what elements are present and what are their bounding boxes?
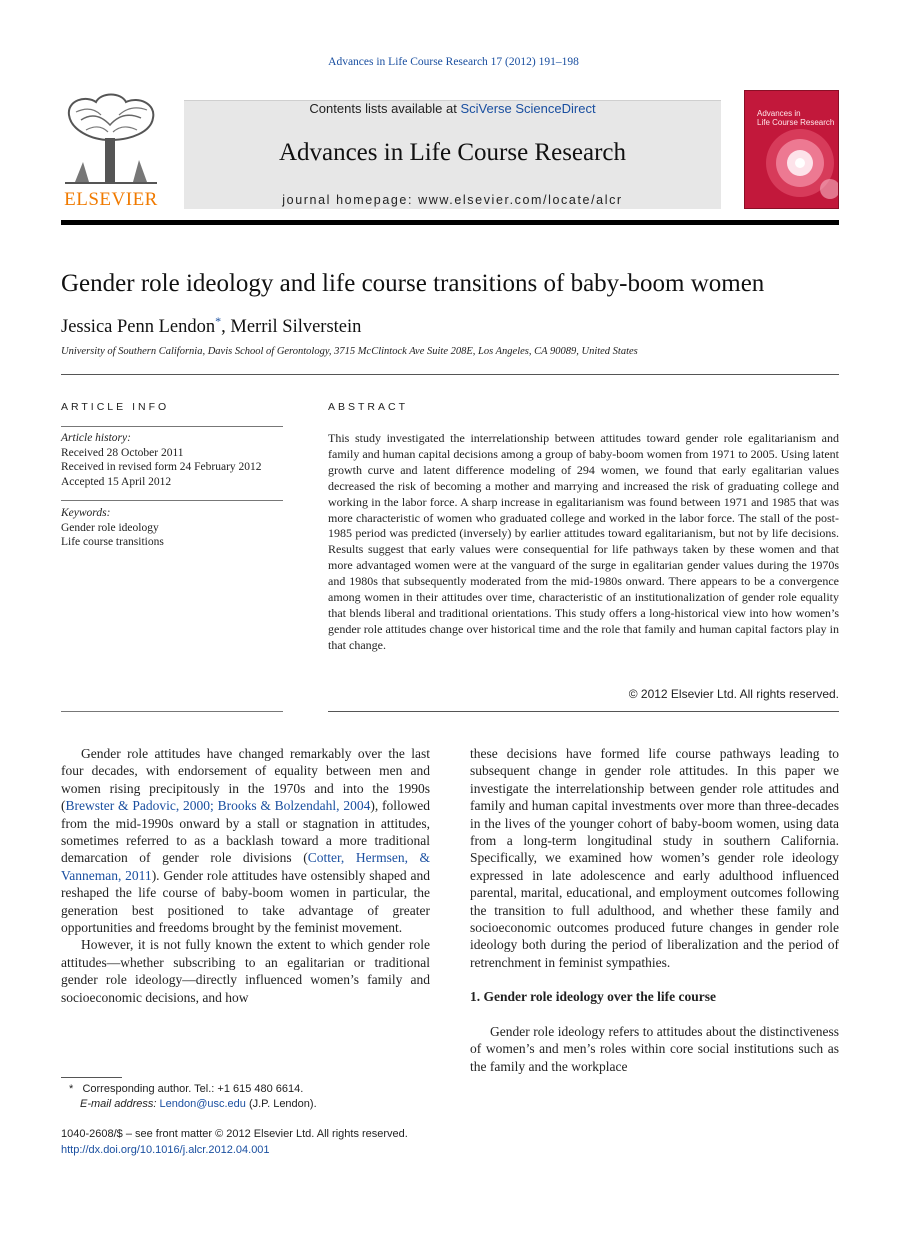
sciencedirect-link[interactable]: SciVerse ScienceDirect bbox=[460, 101, 596, 116]
body-paragraph: these decisions have formed life course pathways leading to subsequent change in gender role attitudes. In this paper we investigate the interrelationship between gender role attitudes and family and human capital investments over more than three-decades in the lives of the younger cohort of baby-boom women, using data from a long-term longitudinal study in southern California. Specifically, we examined how women’s gender role ideology expressed in late adolescence and early adulthood influenced parental, marital, educational, and employment outcomes following the transition to full adulthood, and whether these family and socioeconomic outcomes produced future changes in gender role ideology both during the period of liberalization and the period of retrenchment in feminist sympathies. bbox=[470, 746, 839, 970]
abstract-rule bbox=[328, 711, 839, 712]
citation-link[interactable]: Brewster & Padovic, 2000; Brooks & Bolzendahl, 2004 bbox=[65, 798, 371, 814]
journal-banner bbox=[184, 100, 721, 209]
elsevier-logo[interactable] bbox=[61, 90, 161, 211]
journal-title: Advances in Life Course Research bbox=[278, 139, 627, 166]
cover-title-line1: Advances in bbox=[757, 109, 801, 118]
article-title: Gender role ideology and life course transitions of baby-boom women bbox=[61, 270, 765, 297]
header-rule bbox=[61, 220, 839, 225]
citation-link[interactable]: Cotter, Hermsen, & Vanneman, 2011 bbox=[61, 850, 430, 883]
author-affiliation: University of Southern California, Davis School of Gerontology, 3715 McClintock Ave Suite 208E, Los Angeles, CA 90089, United States bbox=[61, 346, 638, 357]
article-history-label: Article history: bbox=[61, 432, 131, 444]
elsevier-wordmark: ELSEVIER bbox=[64, 189, 158, 210]
footnote-rule bbox=[61, 1077, 122, 1078]
front-matter bbox=[61, 1127, 461, 1158]
contents-line bbox=[184, 101, 721, 116]
issn-line: 1040-2608/$ – see front matter © 2012 Elsevier Ltd. All rights reserved. bbox=[61, 1128, 408, 1140]
article-info-bottom-rule bbox=[61, 711, 283, 712]
journal-header bbox=[61, 90, 839, 211]
abstract-heading: ABSTRACT bbox=[328, 401, 409, 413]
history-revised: Received in revised form 24 February 2012 bbox=[61, 461, 262, 473]
body-text: ), followed from the mid-1990s onward by a stall or stagnation in attitudes, sometimes referred to as a backlash toward a more traditional demarcation of gender role divisions ( bbox=[61, 798, 431, 866]
cover-title bbox=[757, 109, 834, 127]
history-received: Received 28 October 2011 bbox=[61, 446, 184, 459]
body-column-right bbox=[470, 745, 839, 1075]
body-paragraph: However, it is not fully known the extent to which gender role attitudes—whether subscribing to an egalitarian or traditional gender role ideology—directly influenced women’s family and socioeconomic decisions, and how bbox=[61, 937, 430, 1005]
body-paragraph bbox=[61, 745, 430, 936]
body-text: ). Gender role attitudes have ostensibly shaped and reshaped the life course of baby-boom women in particular, the generation best positioned to take advantage of greater opportunities and freedoms brought by the feminist movement. bbox=[61, 867, 430, 936]
email-suffix: (J.P. Lendon). bbox=[245, 1098, 317, 1110]
history-accepted: Accepted 15 April 2012 bbox=[61, 475, 172, 488]
article-info-heading: ARTICLE INFO bbox=[61, 401, 170, 413]
abstract-text: This study investigated the interrelationship between attitudes toward gender role egalitarianism and family and human capital decisions among a group of baby-boom women from 1971 to 2005. Using latent growth curve and latent difference modeling of 294 women, we found that early egalitarian values decreased the risk of becoming a mother and marrying and increased the risk of graduating college and working in the labor force. A sharp increase in egalitarianism was found between 1971 and 1985 that was more characteristic of women who graduated college and worked in the labor force. The stall of the post-1985 period was predicted (inversely) by earlier attitudes toward egalitarianism, but not by life decisions. Results suggest that early values were consequential for life pathways taken by these women and that more advantaged women were at the vanguard of the surge in egalitarian gender values during the 1970s and 1980s that subsequently moderated from the mid-1980s onward. There appears to be a convergence among women in their attitudes over time, characteristic of an institutionalization of gender role equality that blends liberal and traditional orientations. This study offers a long-historical view into how women’s gender role attitudes change over historical time and the role that family and human capital factors play in that change. bbox=[328, 431, 839, 652]
history-rule bbox=[61, 500, 283, 501]
email-link[interactable]: Lendon@usc.edu bbox=[159, 1098, 246, 1110]
body-column-left bbox=[61, 745, 430, 1006]
author-list bbox=[61, 314, 361, 338]
abstract-copyright: © 2012 Elsevier Ltd. All rights reserved. bbox=[628, 687, 839, 701]
contents-prefix: Contents lists available at bbox=[309, 101, 461, 116]
keywords bbox=[61, 506, 283, 550]
cover-title-line2: Life Course Research bbox=[757, 118, 835, 127]
corresponding-author-mark[interactable]: * bbox=[215, 314, 222, 328]
elsevier-tree-icon bbox=[61, 90, 161, 190]
author-name: Merril Silverstein bbox=[230, 317, 362, 338]
author-separator: , bbox=[221, 317, 231, 338]
doi-link[interactable]: http://dx.doi.org/10.1016/j.alcr.2012.04.001 bbox=[61, 1143, 270, 1156]
journal-cover-image[interactable] bbox=[744, 90, 839, 209]
body-paragraph: Gender role ideology refers to attitudes about the distinctiveness of women’s and men’s roles within core social institutions such as the family and the workplace bbox=[470, 1023, 839, 1074]
author-name: Jessica Penn Lendon bbox=[61, 317, 216, 338]
footnote bbox=[61, 1082, 430, 1112]
corresponding-author-note: Corresponding author. Tel.: +1 615 480 6614. bbox=[82, 1083, 304, 1095]
footnote-mark: * bbox=[69, 1083, 74, 1095]
keyword-item: Gender role ideology bbox=[61, 521, 159, 534]
keyword-item: Life course transitions bbox=[61, 536, 164, 548]
email-label: E-mail address: bbox=[80, 1098, 157, 1110]
article-info-rule bbox=[61, 426, 283, 427]
section-heading: 1. Gender role ideology over the life course bbox=[470, 989, 716, 1005]
journal-citation-link[interactable]: Advances in Life Course Research 17 (2012) 191–198 bbox=[328, 56, 579, 68]
body-text: Gender role attitudes have changed remarkably over the last four decades, with endorsement of equality between men and women rising precipitously in the 1970s and into the 1990s ( bbox=[61, 746, 430, 814]
keywords-label: Keywords: bbox=[61, 507, 111, 519]
journal-homepage[interactable]: journal homepage: www.elsevier.com/locate/alcr bbox=[282, 193, 623, 207]
affiliation-rule bbox=[61, 374, 839, 375]
article-history bbox=[61, 431, 283, 489]
